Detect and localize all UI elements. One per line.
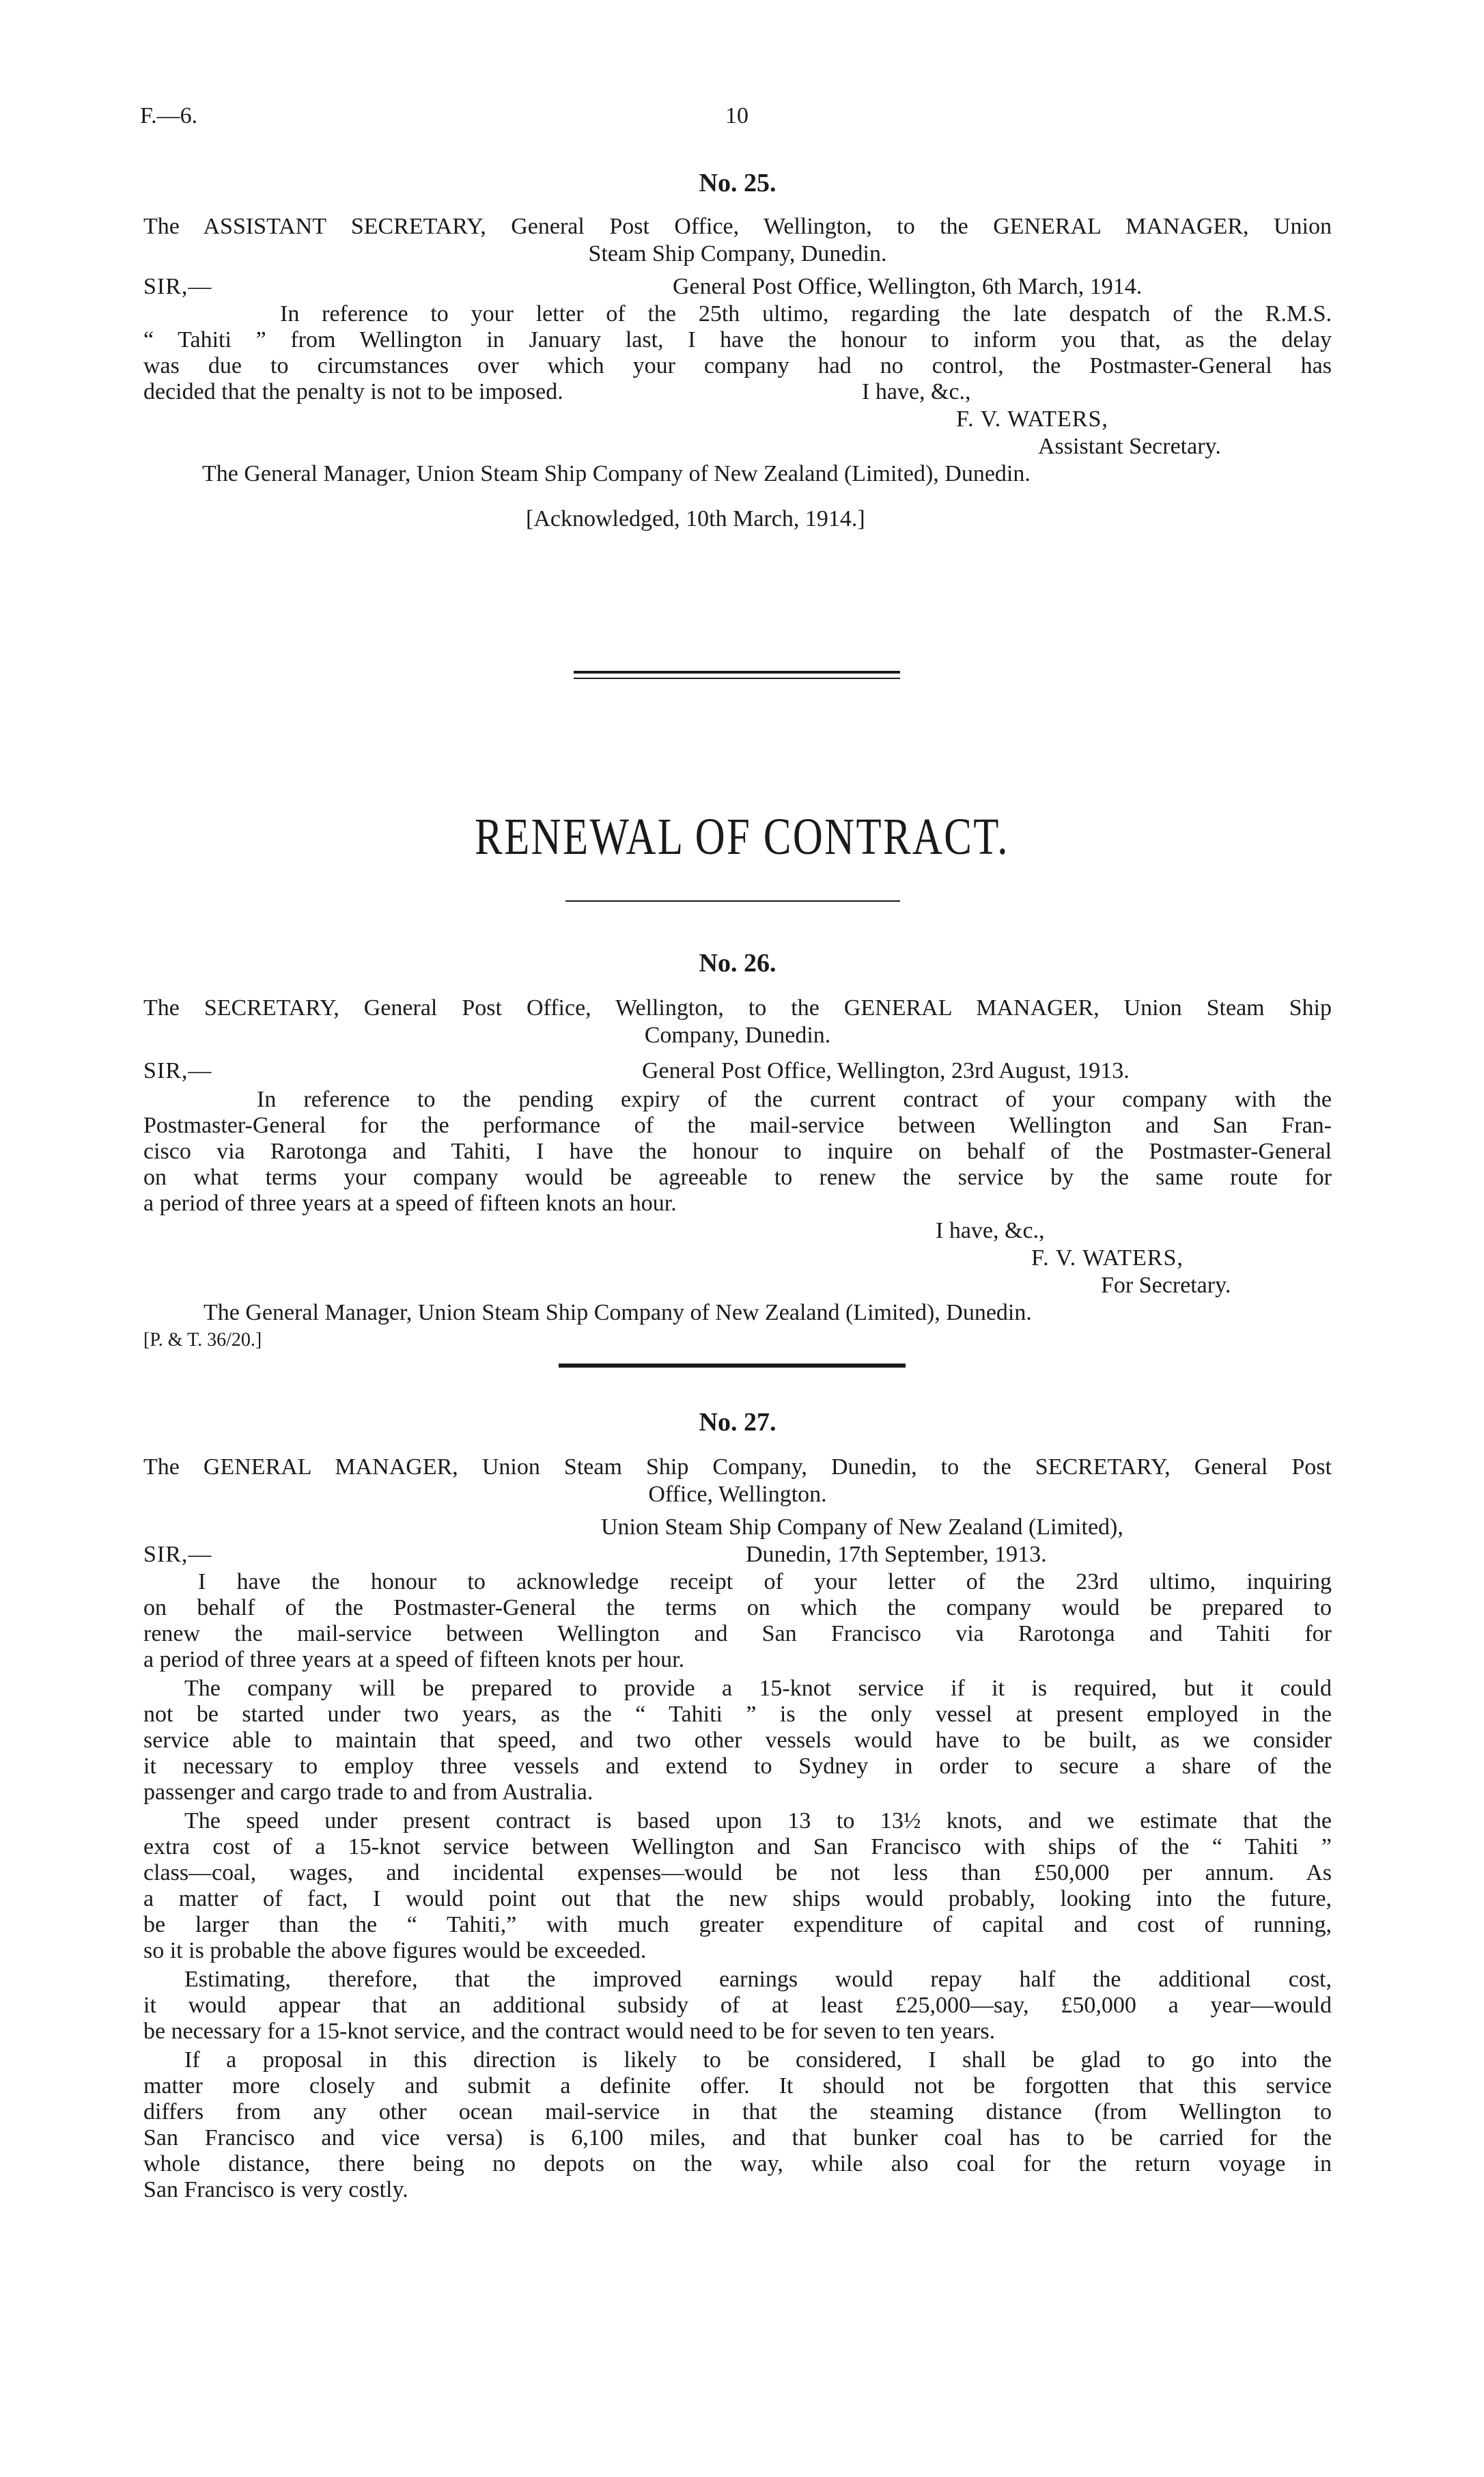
- body-line: a matter of fact, I would point out that the new ships would probably, looking into the future,: [143, 1886, 1332, 1911]
- body-line: class—coal, wages, and incidental expenses—would be not less than £50,000 per annum. As: [143, 1860, 1332, 1885]
- body-line: extra cost of a 15-knot service between Wellington and San Francisco with ships of the “ Tahiti ”: [143, 1834, 1332, 1859]
- salutation: SIR,—: [143, 1058, 212, 1083]
- acknowledgement-note: [Acknowledged, 10th March, 1914.]: [526, 506, 865, 531]
- series-label: F.—6.: [140, 103, 198, 128]
- body-line: decided that the penalty is not to be imposed.: [143, 379, 563, 404]
- addressee: The General Manager, Union Steam Ship Company of New Zealand (Limited), Dunedin.: [204, 1300, 1032, 1325]
- body-line: whole distance, there being no depots on the way, while also coal for the return voyage in: [143, 2151, 1332, 2176]
- body-line: it necessary to employ three vessels and extend to Sydney in order to secure a share of the: [143, 1754, 1332, 1779]
- body-line: be larger than the “ Tahiti,” with much greater expenditure of capital and cost of running,: [143, 1912, 1332, 1937]
- body-line: a period of three years at a speed of fifteen knots an hour.: [143, 1191, 677, 1216]
- address-date: General Post Office, Wellington, 23rd August, 1913.: [642, 1058, 1130, 1083]
- body-line: The speed under present contract is based upon 13 to 13½ knots, and we estimate that the: [184, 1808, 1332, 1833]
- body-line: differs from any other ocean mail-service in that the steaming distance (from Wellington to: [143, 2099, 1332, 2125]
- body-line: If a proposal in this direction is likely to be considered, I shall be glad to go into the: [184, 2047, 1332, 2073]
- closing: I have, &c.,: [862, 379, 971, 404]
- salutation: SIR,—: [143, 274, 212, 299]
- body-line: on behalf of the Postmaster-General the terms on which the company would be prepared to: [143, 1595, 1332, 1620]
- body-line: not be started under two years, as the “ Tahiti ” is the only vessel at present employed in the: [143, 1702, 1332, 1727]
- letter-number: No. 26.: [699, 949, 776, 978]
- letter-number: No. 27.: [699, 1408, 776, 1437]
- body-line: San Francisco is very costly.: [143, 2177, 408, 2202]
- body-line: Estimating, therefore, that the improved earnings would repay half the additional cost,: [184, 1967, 1332, 1992]
- section-title: RENEWAL OF CONTRACT.: [475, 808, 1009, 866]
- body-line: it would appear that an additional subsidy of at least £25,000—say, £50,000 a year—would: [143, 1993, 1332, 2018]
- body-line: The company will be prepared to provide a 15-knot service if it is required, but it could: [184, 1676, 1332, 1701]
- letter-heading: The ASSISTANT SECRETARY, General Post Office, Wellington, to the GENERAL MANAGER, Union: [143, 214, 1332, 239]
- body-line: San Francisco and vice versa) is 6,100 miles, and that bunker coal has to be carried for the: [143, 2125, 1332, 2150]
- section-divider: [574, 671, 900, 674]
- section-divider: [574, 678, 900, 679]
- body-line: In reference to the pending expiry of the current contract of your company with the: [257, 1087, 1332, 1112]
- letter-heading: The SECRETARY, General Post Office, Wellington, to the GENERAL MANAGER, Union Steam Ship: [143, 995, 1332, 1021]
- body-line: service able to maintain that speed, and two other vessels would have to be built, as we consider: [143, 1728, 1332, 1753]
- body-line: In reference to your letter of the 25th ultimo, regarding the late despatch of the R.M.S.: [280, 301, 1332, 327]
- letter-heading-cont: Steam Ship Company, Dunedin.: [588, 241, 887, 266]
- salutation: SIR,—: [143, 1542, 212, 1567]
- body-line: a period of three years at a speed of fifteen knots per hour.: [143, 1647, 685, 1672]
- closing: I have, &c.,: [936, 1218, 1045, 1243]
- letter-heading: The GENERAL MANAGER, Union Steam Ship Company, Dunedin, to the SECRETARY, General Post: [143, 1454, 1332, 1480]
- body-line: matter more closely and submit a definite offer. It should not be forgotten that this service: [143, 2073, 1332, 2099]
- signatory-title: Assistant Secretary.: [1038, 434, 1221, 459]
- body-line: be necessary for a 15-knot service, and the contract would need to be for seven to ten years.: [143, 2019, 996, 2044]
- letter-number: No. 25.: [699, 169, 776, 197]
- signatory: F. V. WATERS,: [956, 406, 1108, 432]
- body-line: “ Tahiti ” from Wellington in January last, I have the honour to inform you that, as the delay: [143, 327, 1332, 352]
- address-line: Union Steam Ship Company of New Zealand (Limited),: [601, 1514, 1123, 1540]
- body-line: on what terms your company would be agreeable to renew the service by the same route for: [143, 1165, 1332, 1190]
- file-reference: [P. & T. 36/20.]: [143, 1329, 262, 1351]
- letter-heading-cont: Office, Wellington.: [648, 1482, 827, 1507]
- body-line: renew the mail-service between Wellington and San Francisco via Rarotonga and Tahiti for: [143, 1621, 1332, 1646]
- address-date: Dunedin, 17th September, 1913.: [746, 1542, 1047, 1567]
- signatory-title: For Secretary.: [1101, 1273, 1231, 1298]
- address-date: General Post Office, Wellington, 6th March, 1914.: [673, 274, 1143, 299]
- title-rule: [565, 900, 900, 902]
- body-line: was due to circumstances over which your company had no control, the Postmaster-General has: [143, 353, 1332, 378]
- signatory: F. V. WATERS,: [1031, 1245, 1184, 1271]
- letter-heading-cont: Company, Dunedin.: [644, 1023, 831, 1048]
- addressee: The General Manager, Union Steam Ship Company of New Zealand (Limited), Dunedin.: [202, 461, 1031, 486]
- body-line: I have the honour to acknowledge receipt of your letter of the 23rd ultimo, inquiring: [198, 1569, 1332, 1594]
- body-line: cisco via Rarotonga and Tahiti, I have the honour to inquire on behalf of the Postmaster-General: [143, 1139, 1332, 1164]
- page-number: 10: [725, 103, 748, 128]
- body-line: so it is probable the above figures would be exceeded.: [143, 1938, 647, 1963]
- body-line: Postmaster-General for the performance of the mail-service between Wellington and San Fran-: [143, 1113, 1332, 1138]
- body-line: passenger and cargo trade to and from Australia.: [143, 1780, 593, 1805]
- letter-divider: [559, 1364, 906, 1368]
